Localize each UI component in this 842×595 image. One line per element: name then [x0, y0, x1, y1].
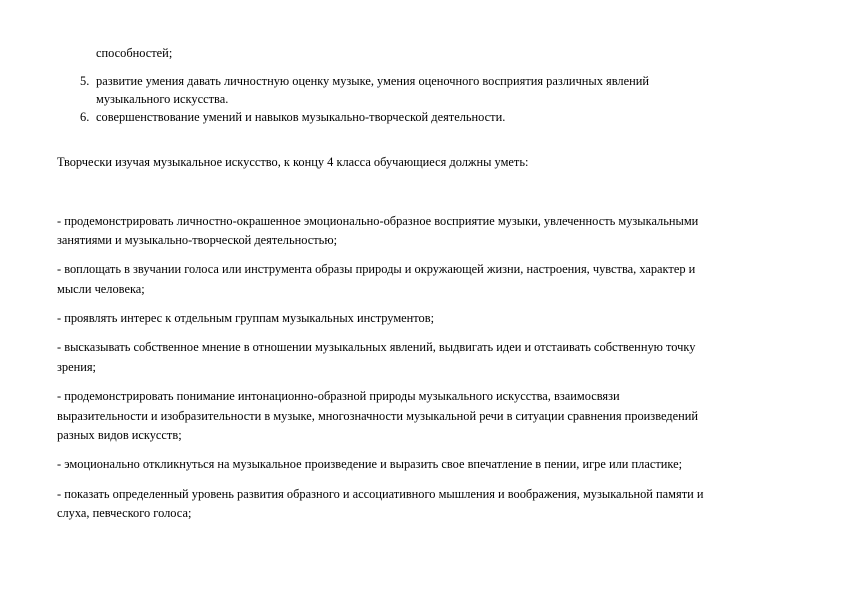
bullet-5-line-1: - продемонстрировать понимание интонационно-образной природы музыкального искусства, взаимосвязи — [57, 389, 620, 403]
bullet-4-line-1: - высказывать собственное мнение в отношении музыкальных явлений, выдвигать идеи и отстаивать собственную точку — [57, 340, 696, 354]
intro-paragraph: Творчески изучая музыкальное искусство, к концу 4 класса обучающиеся должны уметь: — [57, 155, 529, 169]
list-item-6-number: 6. — [80, 110, 90, 124]
bullet-1-line-1: - продемонстрировать личностно-окрашенное эмоционально-образное восприятие музыки, увлеченность музыкальными — [57, 214, 699, 228]
bullet-3-line-1: - проявлять интерес к отдельным группам музыкальных инструментов; — [57, 311, 435, 325]
bullet-5-line-3: разных видов искусств; — [57, 428, 182, 442]
bullet-1-line-2: занятиями и музыкально-творческой деятельностью; — [57, 233, 338, 247]
bullet-6-line-1: - эмоционально откликнуться на музыкальное произведение и выразить свое впечатление в пении, игре или пластике; — [57, 457, 683, 471]
list-item-5-line-1: развитие умения давать личностную оценку музыке, умения оценочного восприятия различных явлений — [96, 74, 650, 88]
bullet-2-line-2: мысли человека; — [57, 282, 145, 296]
list-item-5-line-2: музыкального искусства. — [96, 92, 229, 106]
bullet-5-line-2: выразительности и изобразительности в музыке, многозначности музыкальной речи в ситуации сравнения произведений — [57, 409, 699, 423]
list-item-5-number: 5. — [80, 74, 90, 88]
bullet-7-line-1: - показать определенный уровень развития образного и ассоциативного мышления и воображения, музыкальной памяти и — [57, 487, 704, 501]
bullet-2-line-1: - воплощать в звучании голоса или инструмента образы природы и окружающей жизни, настроения, чувства, характер и — [57, 262, 696, 276]
list-continuation: способностей; — [96, 46, 173, 60]
list-item-6-line-1: совершенствование умений и навыков музыкально-творческой деятельности. — [96, 110, 506, 124]
bullet-7-line-2: слуха, певческого голоса; — [57, 506, 192, 520]
bullet-4-line-2: зрения; — [57, 360, 96, 374]
